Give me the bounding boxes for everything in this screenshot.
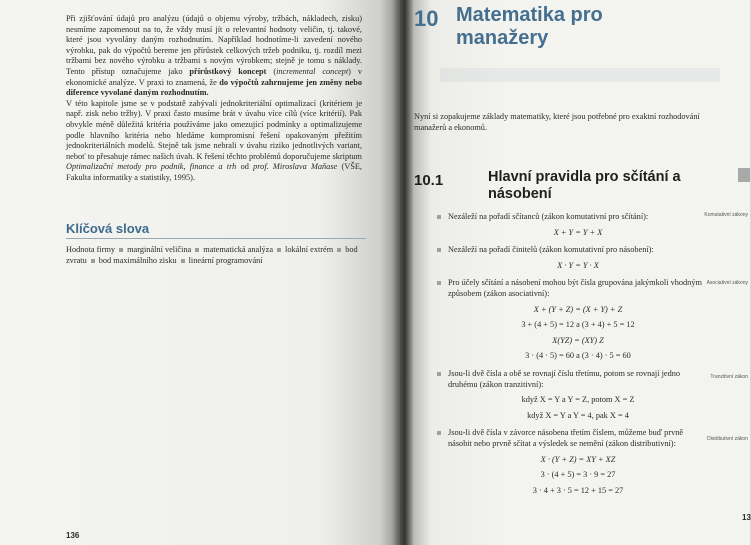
rule-item (448, 369, 708, 421)
equation: když X = Y a Y = Z, potom X = Z (521, 395, 635, 405)
keywords-rule (66, 238, 366, 239)
square-bullet-icon (91, 259, 95, 263)
left-body-text (66, 14, 362, 184)
keyword: lokální extrém (285, 245, 334, 254)
book-gutter-shadow (392, 0, 414, 545)
equation: X(YZ) = (XY) Z (552, 335, 604, 345)
equation: 3 + (4 + 5) = 12 a (3 + 4) + 5 = 12 (521, 320, 635, 330)
rule-text: Jsou-li dvě čísla a obě se rovnají číslu třetímu, potom se rovnají jedno druhému (zákon tranzitivní): (448, 368, 681, 389)
page-number-right: 13 (742, 513, 751, 522)
square-bullet-icon (337, 248, 341, 252)
margin-note-distributive: Distributivní zákon (707, 436, 748, 442)
square-bullet-icon (437, 215, 441, 219)
equation: když X = Y a Y = 4, pak X = 4 (527, 410, 629, 420)
equation: X · (Y + Z) = XY + XZ (540, 454, 616, 464)
section-number: 10.1 (414, 172, 444, 189)
equation: 3 · (4 · 5) = 60 a (3 · 4) · 5 = 60 (525, 351, 631, 361)
text-run: V této kapitole jsme se v podstatě zabývali jednokriteriální optimalizací (kritériem je např. zisk nebo tržby). V praxi často musíme brát v úvahu více cílů (více kritérií). Pak obvykle méně důležitá kritéria používáme jako omezující podmínky a optimalizujeme podle hlavního kritéria nebo hledáme kompromisní řešení opakovaným přežitím jednokriteriálních modelů. Stejně tak jsme nebrali v úvahu riziko jednotlivých variant, neboť to přesahuje rámec našich úvah. K řešení těchto problémů doporučujeme skriptum (66, 98, 362, 161)
keywords-list (66, 244, 366, 266)
rule-item (448, 278, 708, 362)
chapter-title: Matematika pro manažery (456, 4, 603, 49)
rule-item (448, 245, 708, 271)
rule-text: Pro účely sčítání a násobení mohou být čísla grupována jakýmkoli vhodným způsobem (zákon asociativní): (448, 278, 702, 298)
text-run: Při zjišťování údajů pro analýzu (údajů o objemu výroby, tržbách, nákladech, zisku) nesmíme zapomenout na to, že vždy musí jít o relevantní hodnoty veličin, tj. takové, které jsou vyvolány daným rozhodnutím. Například hodnotíme-li zavedení nového výrobku, pak do výpočtů bereme jen přírůstek celkových tržeb podniku, tj. rozdíl mezi tržbami bez nového výrobku a tržbami s novým výrobkem; stejně je tomu s náklady. Tento přístup označujeme jako (66, 14, 362, 76)
right-page (400, 0, 750, 545)
body-paragraph (66, 99, 362, 184)
keywords-heading: Klíčová slova (66, 221, 150, 236)
rule-text: Nezáleží na pořadí sčítanců (zákon komutativní pro sčítání): (448, 212, 649, 221)
keyword: matematická analýza (203, 245, 274, 254)
rule-item (448, 428, 708, 496)
text-run: Optimalizační metody pro podnik, finance a trh (66, 162, 237, 172)
keyword: bod zvratu (66, 245, 358, 265)
text-run: ) v ekonomické analýze. V praxi to znamená, že (66, 66, 362, 87)
square-bullet-icon (119, 248, 123, 252)
text-run: incremental concept (276, 66, 349, 76)
rules-list (448, 212, 708, 500)
square-bullet-icon (437, 248, 441, 252)
section-tab-marker (738, 168, 750, 182)
text-run: prof. Miroslava Maňase (253, 162, 338, 172)
text-run: přírůstkový koncept (189, 66, 267, 76)
square-bullet-icon (181, 259, 185, 263)
equation: X + (Y + Z) = (X + Y) + Z (533, 304, 623, 314)
text-run: (VŠE, Fakulta informatiky a statistiky, 1995). (66, 162, 362, 182)
chapter-intro: Nyní si zopakujeme základy matematiky, které jsou potřebné pro exaktní rozhodování manažerů a ekonomů. (414, 112, 700, 132)
page-number-left: 136 (66, 531, 80, 540)
margin-note-commutative: Komutativní zákony (704, 212, 748, 218)
margin-note-transitive: Tranzitivní zákon (710, 374, 748, 380)
square-bullet-icon (195, 248, 199, 252)
square-bullet-icon (437, 372, 441, 376)
keyword: Hodnota firmy (66, 245, 116, 254)
equation: 3 · (4 + 5) = 3 · 9 = 27 (540, 470, 616, 480)
chapter-number: 10 (414, 6, 439, 31)
equation: X + Y = Y + X (553, 227, 603, 237)
text-run: ( (266, 66, 277, 76)
keyword: marginální veličina (127, 245, 192, 254)
rule-text: Jsou-li dvě čísla v závorce násobena třetím číslem, můžeme buď prvně násobit nebo prvně sčítat a výsledek se nemění (zákon distributivní): (448, 428, 684, 448)
keyword: lineární programování (188, 256, 263, 265)
body-paragraph (66, 14, 362, 99)
equation: 3 · 4 + 3 · 5 = 12 + 15 = 27 (532, 485, 624, 495)
square-bullet-icon (277, 248, 281, 252)
keyword: bod maximálního zisku (98, 256, 177, 265)
equation: X · Y = Y · X (557, 260, 599, 270)
margin-note-associative: Asociativní zákony (706, 280, 748, 286)
section-title: Hlavní pravidla pro sčítání a násobení (488, 169, 681, 202)
text-run: od (236, 162, 254, 172)
square-bullet-icon (437, 281, 441, 285)
rule-text: Nezáleží na pořadí činitelů (zákon komutativní pro násobení): (448, 245, 654, 255)
square-bullet-icon (437, 431, 441, 435)
rule-item (448, 212, 708, 238)
show-through-shadow (440, 68, 720, 82)
text-run: do výpočtů zahrnujeme jen změny nebo diference vyvolané daným rozhodnutím. (66, 77, 363, 98)
